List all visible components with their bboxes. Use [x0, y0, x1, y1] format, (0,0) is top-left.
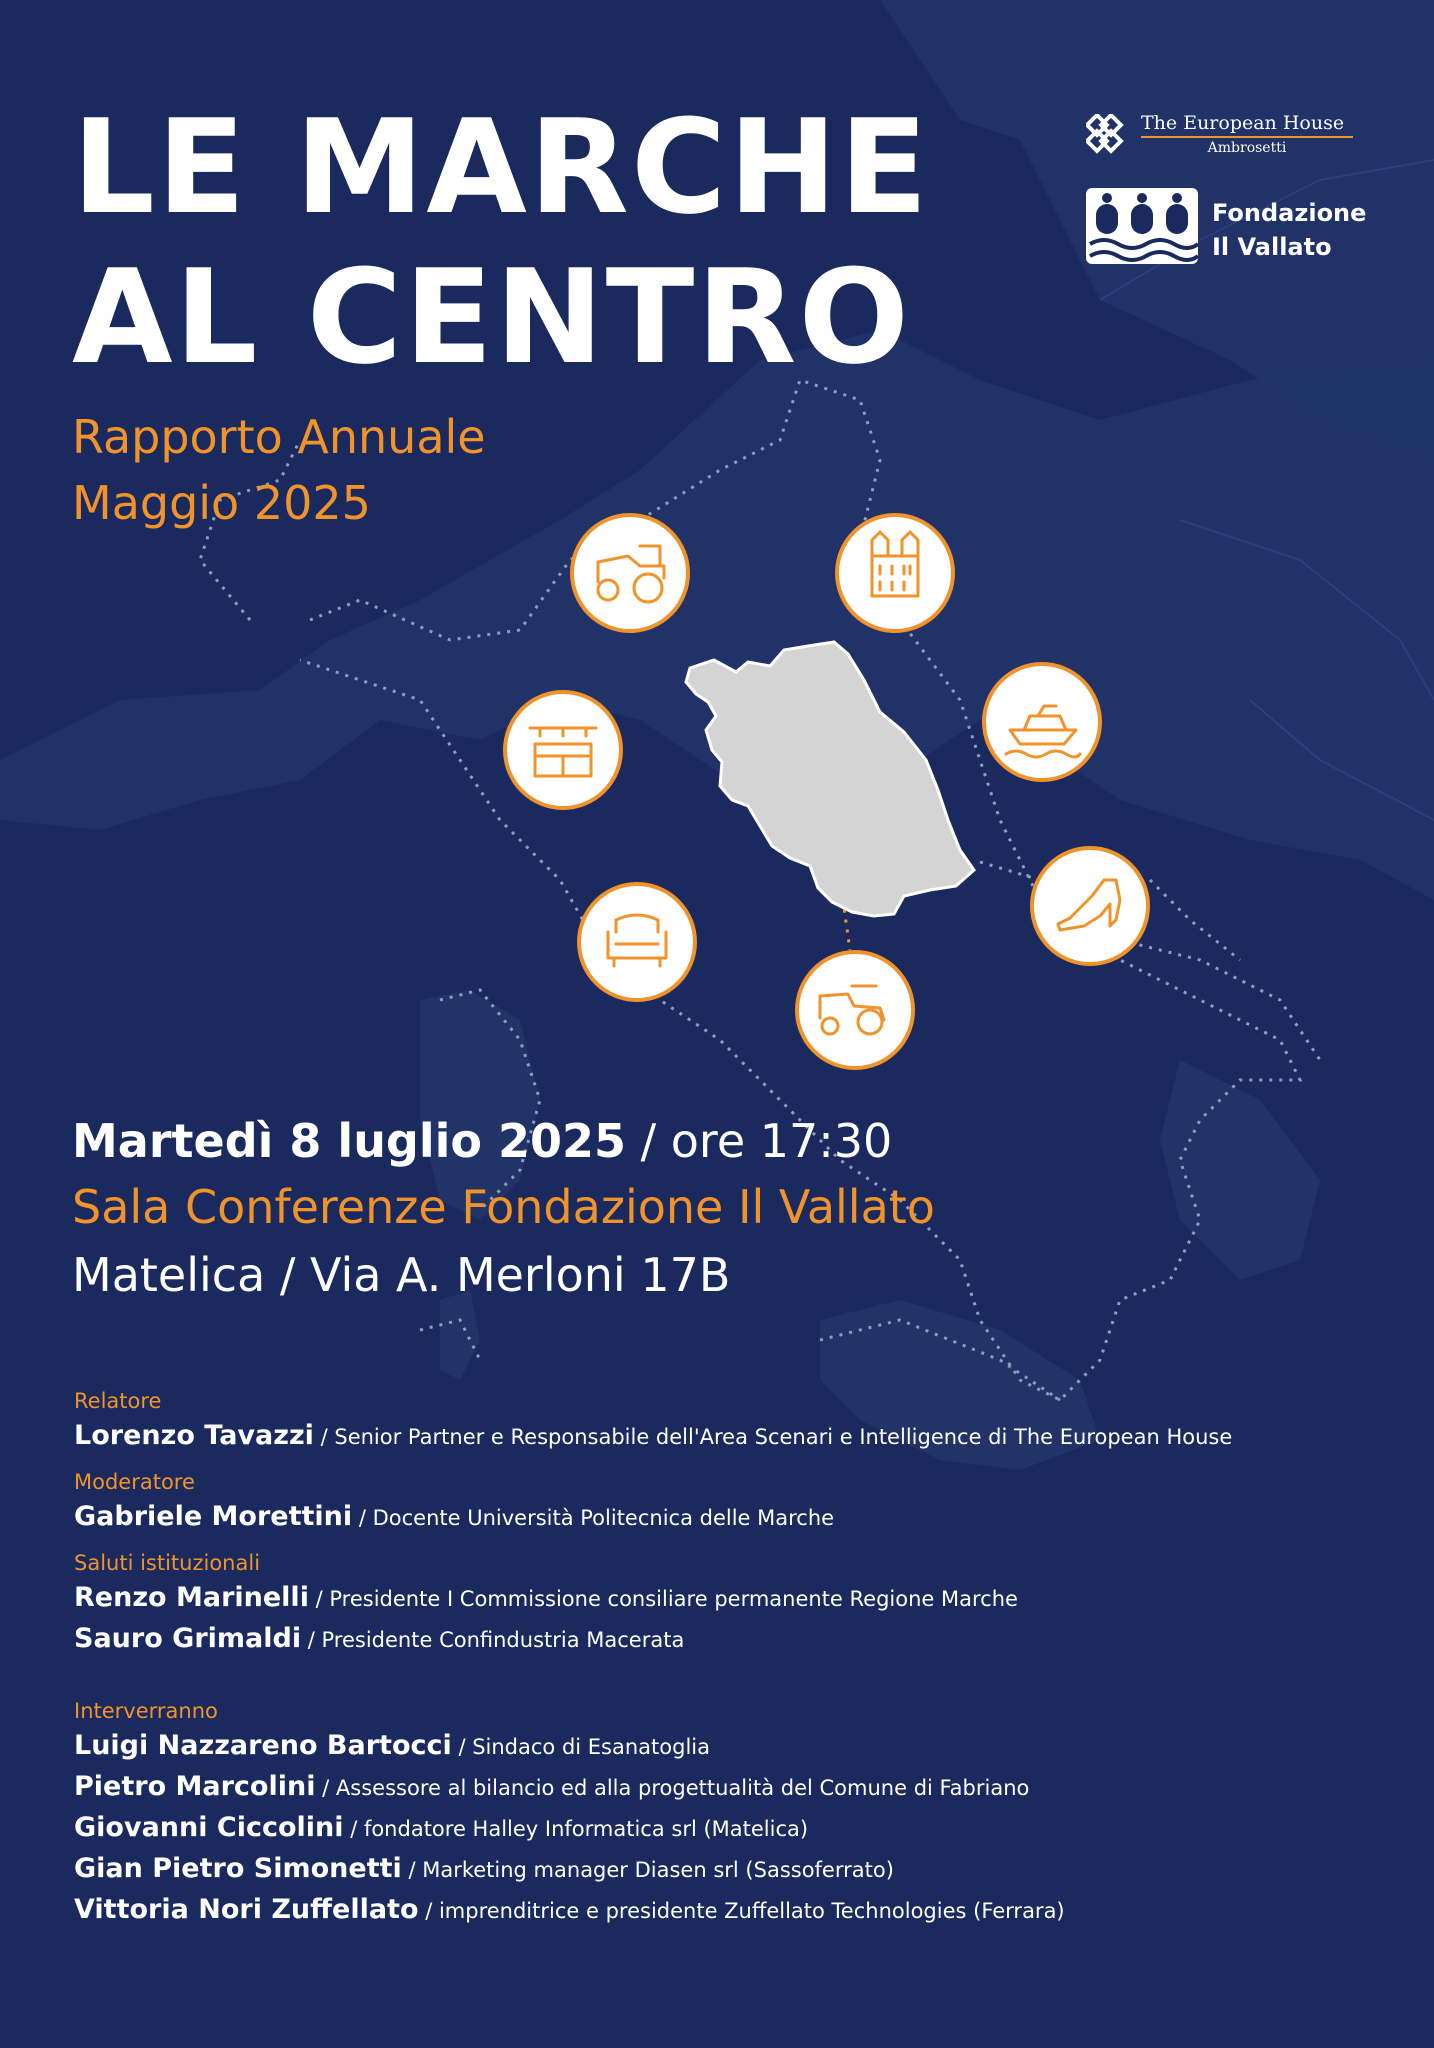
speaker-role: / Marketing manager Diasen srl (Sassoferrato) [408, 1858, 894, 1882]
speaker-group-moderatore [74, 1467, 1394, 1538]
speaker-role: / Docente Università Politecnica delle Marche [358, 1506, 835, 1530]
speaker-name: Sauro Grimaldi [74, 1623, 302, 1654]
speaker-row [74, 1578, 1394, 1619]
section-label: Relatore [74, 1389, 162, 1413]
speaker-role: / imprenditrice e presidente Zuffellato Technologies (Ferrara) [425, 1899, 1065, 1923]
event-address: Matelica / Via A. Merloni 17B [72, 1248, 731, 1302]
tractor-icon [572, 515, 688, 631]
teha-logo-name: The European House [1141, 112, 1345, 134]
boat-icon [984, 664, 1100, 780]
event-time: / ore 17:30 [640, 1114, 893, 1168]
speaker-row [74, 1849, 1394, 1890]
fondazione-logo-line-2: Il Vallato [1212, 233, 1332, 261]
high-heel-icon [1032, 848, 1148, 964]
speaker-row [74, 1890, 1394, 1931]
speaker-role: / Sindaco di Esanatoglia [458, 1735, 710, 1759]
marche-region-shape [686, 642, 974, 916]
speaker-role: / Senior Partner e Responsabile dell'Area Scenari e Intelligence di The European House [320, 1425, 1233, 1449]
speaker-name: Gian Pietro Simonetti [74, 1853, 402, 1884]
poster-title [72, 92, 930, 392]
speaker-row [74, 1497, 1394, 1538]
kitchen-icon [505, 692, 621, 808]
fondazione-logo-name [1212, 196, 1366, 264]
mini-tractor-icon [797, 952, 913, 1068]
speaker-group-saluti [74, 1548, 1394, 1660]
section-label: Saluti istituzionali [74, 1551, 261, 1575]
speaker-row [74, 1416, 1394, 1457]
speaker-name: Gabriele Morettini [74, 1501, 353, 1532]
speaker-row [74, 1726, 1394, 1767]
palace-icon [837, 515, 953, 631]
event-venue: Sala Conferenze Fondazione Il Vallato [72, 1180, 935, 1234]
speaker-role: / Presidente Confindustria Macerata [307, 1628, 685, 1652]
fondazione-logo-icon [1086, 188, 1198, 264]
speaker-name: Pietro Marcolini [74, 1771, 316, 1802]
teha-logo-icon [1086, 114, 1134, 154]
speaker-role: / fondatore Halley Informatica srl (Matelica) [350, 1817, 809, 1841]
teha-logo [1086, 110, 1352, 160]
section-label: Interverranno [74, 1699, 218, 1723]
title-line-1: LE MARCHE [72, 91, 930, 243]
title-line-2: AL CENTRO [72, 241, 912, 393]
armchair-icon [579, 884, 695, 1000]
speaker-name: Lorenzo Tavazzi [74, 1420, 314, 1451]
speaker-group-relatore [74, 1386, 1394, 1457]
speaker-row [74, 1619, 1394, 1660]
speaker-row [74, 1767, 1394, 1808]
teha-logo-rule [1141, 136, 1353, 138]
speaker-name: Vittoria Nori Zuffellato [74, 1894, 419, 1925]
event-date: Martedì 8 luglio 2025 [72, 1114, 627, 1168]
speaker-row [74, 1808, 1394, 1849]
subtitle-line-1: Rapporto Annuale [72, 410, 486, 464]
fondazione-logo-line-1: Fondazione [1212, 199, 1367, 227]
event-date-line [72, 1108, 935, 1174]
marche-map-illustration [0, 480, 1434, 1100]
teha-logo-sub: Ambrosetti [1207, 140, 1287, 156]
fondazione-logo [1086, 188, 1367, 266]
event-details [72, 1108, 935, 1310]
speaker-name: Renzo Marinelli [74, 1582, 309, 1613]
speakers-list [74, 1386, 1394, 1941]
speaker-name: Giovanni Ciccolini [74, 1812, 344, 1843]
speaker-name: Luigi Nazzareno Bartocci [74, 1730, 452, 1761]
subtitle-line-2: Maggio 2025 [72, 476, 371, 530]
speaker-role: / Assessore al bilancio ed alla progettualità del Comune di Fabriano [322, 1776, 1030, 1800]
speaker-role: / Presidente I Commissione consiliare permanente Regione Marche [315, 1587, 1018, 1611]
section-label: Moderatore [74, 1470, 195, 1494]
speaker-group-interverranno [74, 1696, 1394, 1931]
